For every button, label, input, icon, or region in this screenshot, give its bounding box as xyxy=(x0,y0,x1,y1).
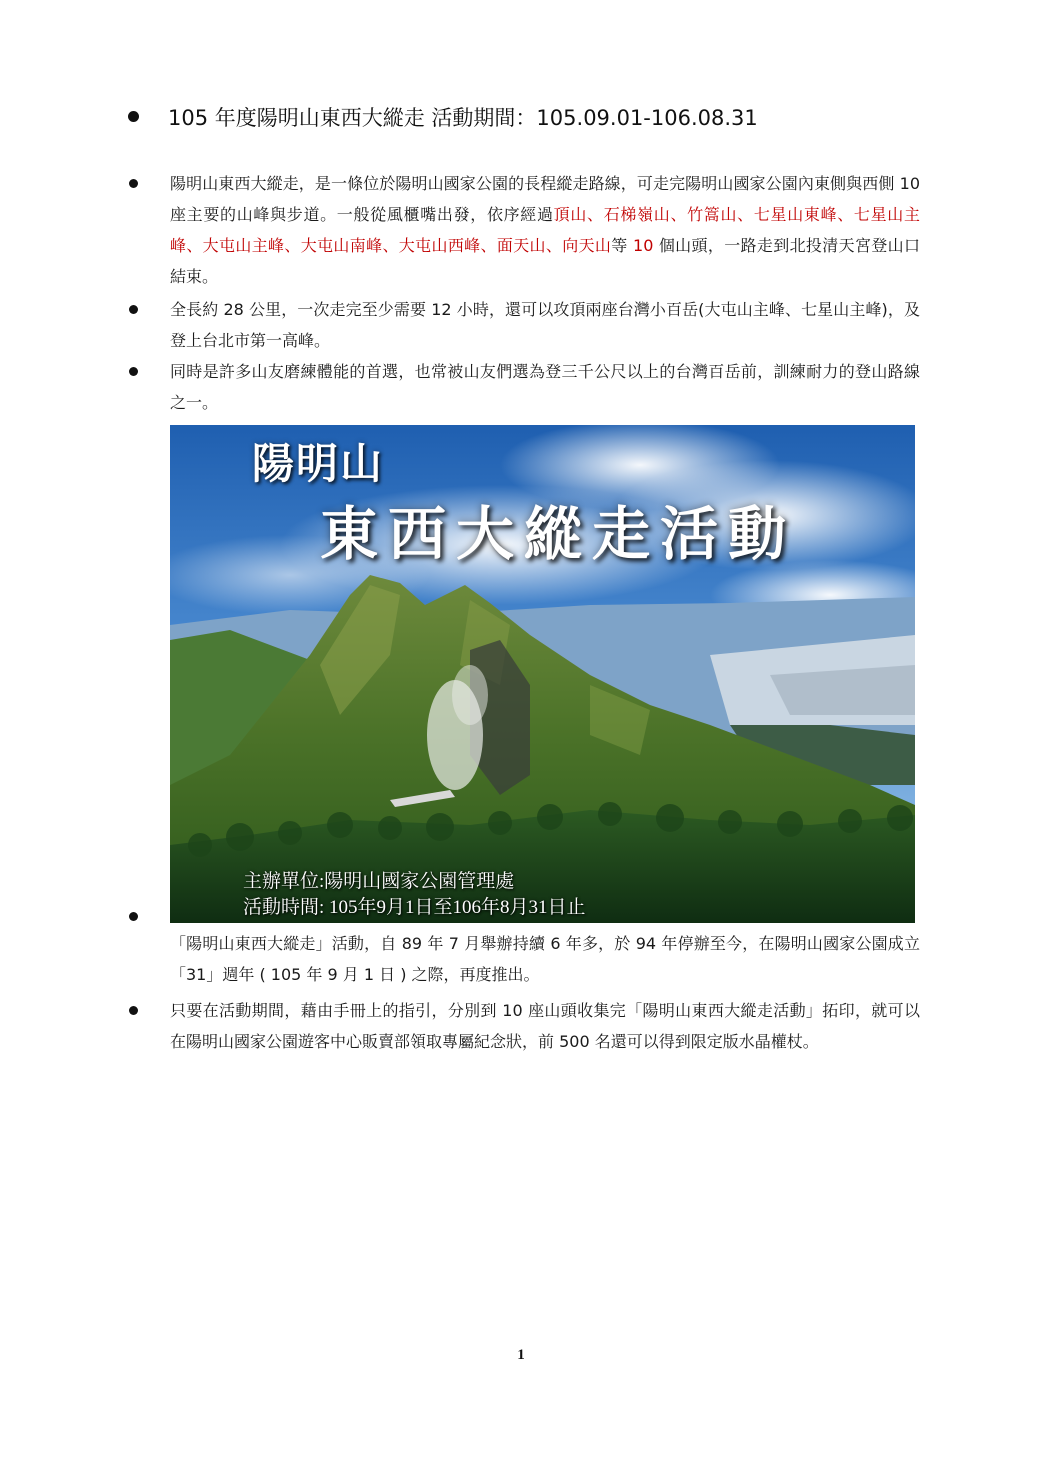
route-mid-text: 等 xyxy=(611,236,634,255)
banner-title-line2: 東西大縱走活動 xyxy=(320,500,797,568)
paragraph-event-rewards: 只要在活動期間，藉由手冊上的指引，分別到 10 座山頭收集完「陽明山東西大縱走活動」拓印，就可以在陽明山國家公園遊客中心販賣部領取專屬紀念狀，前 500 名還可以得到限定版水晶權杖。 xyxy=(170,1001,920,1051)
bullet-icon xyxy=(129,912,138,921)
banner-event-dates: 活動時間: 105年9月1日至106年8月31日止 xyxy=(243,897,586,918)
event-banner-image xyxy=(170,425,915,923)
paragraph-route-length: 全長約 28 公里，一次走完至少需要 12 小時，還可以攻頂兩座台灣小百岳(大屯山主峰、七星山主峰)，及登上台北市第一高峰。 xyxy=(170,300,920,350)
route-intro-text: 陽明山東西大縱走，是一條位於陽明山國家公園的長程縱走路線，可走完陽明山國家公園內東側與西側 10 座主要的山峰與步道。一般從風櫃嘴出發，依序經過 xyxy=(170,174,920,224)
bullet-icon xyxy=(129,1006,138,1015)
bullet-icon xyxy=(129,367,138,376)
page-heading: 105 年度陽明山東西大縱走 活動期間：105.09.01-106.08.31 xyxy=(168,106,758,130)
banner-organizer: 主辦單位:陽明山國家公園管理處 xyxy=(243,871,515,892)
bullet-icon xyxy=(129,179,138,188)
bullet-icon xyxy=(128,111,139,122)
peak-list: 頂山、石梯嶺山、竹篙山、七星山東峰、七星山主峰、大屯山主峰、大屯山南峰、大屯山西峰、面天山、向天山 xyxy=(170,205,920,255)
paragraph-route-intro xyxy=(170,168,920,292)
paragraph-event-history: 「陽明山東西大縱走」活動，自 89 年 7 月舉辦持續 6 年多，於 94 年停辦至今，在陽明山國家公園成立「31」週年 ( 105 年 9 月 1 日 ) 之際，再度推出。 xyxy=(170,934,920,984)
banner-caption xyxy=(243,869,586,921)
banner-title-line1: 陽明山 xyxy=(252,439,385,488)
paragraph-training-route: 同時是許多山友磨練體能的首選，也常被山友們選為登三千公尺以上的台灣百岳前，訓練耐力的登山路線之一。 xyxy=(170,362,920,412)
peak-count: 10 xyxy=(633,236,654,255)
page-number: 1 xyxy=(517,1347,525,1363)
route-outro-text: 個山頭，一路走到北投清天宮登山口結束。 xyxy=(170,236,920,286)
bullet-icon xyxy=(129,305,138,314)
